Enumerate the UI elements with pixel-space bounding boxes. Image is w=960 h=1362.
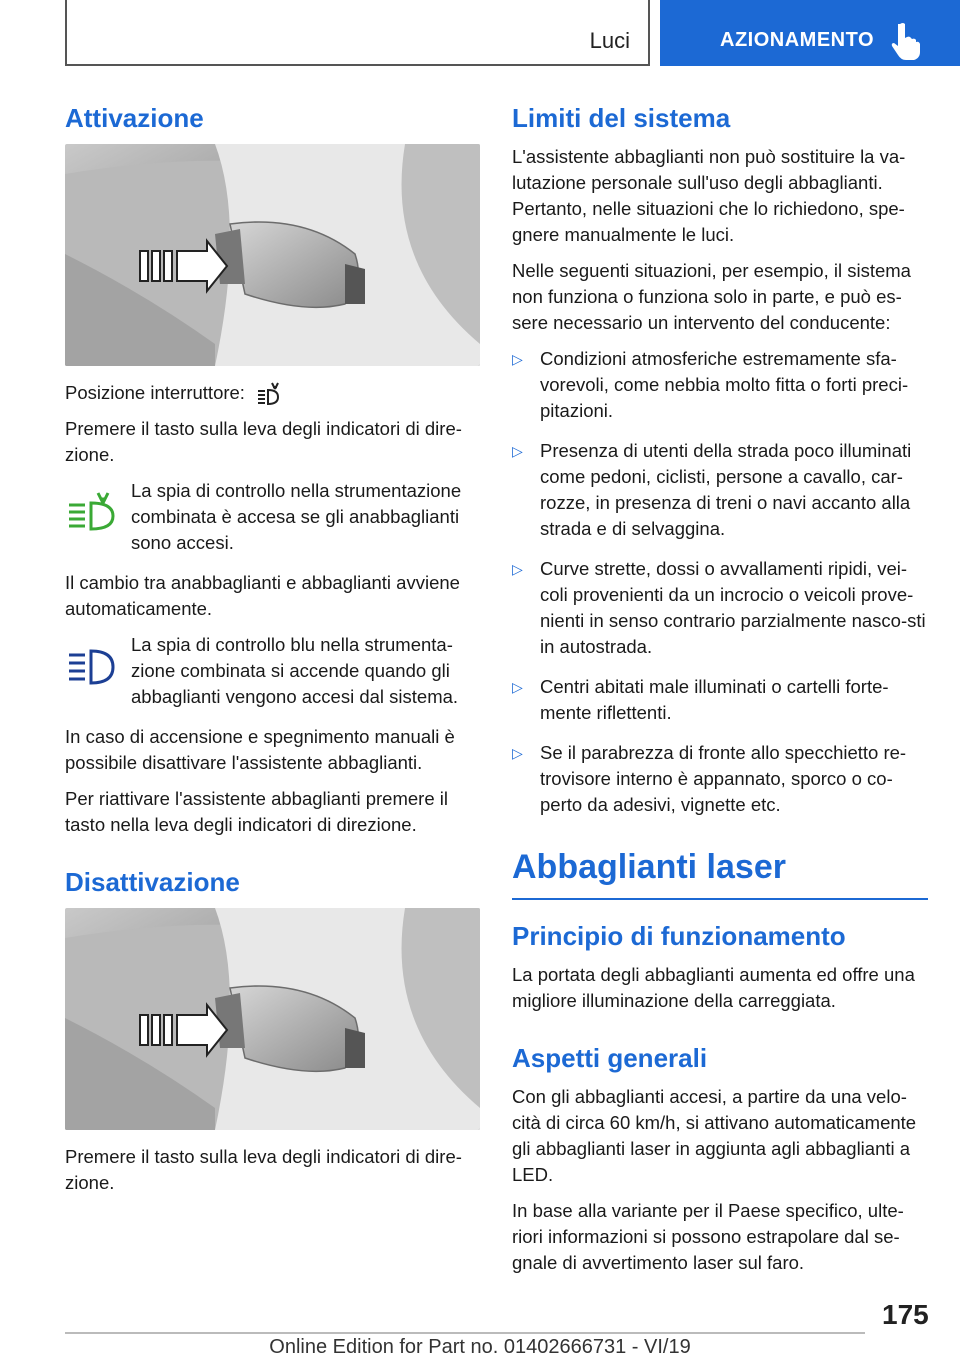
right-column (512, 100, 928, 1286)
chapter-tab (660, 0, 960, 66)
list-item (512, 556, 928, 660)
bullet-marker: ▷ (512, 745, 523, 761)
list-item-text: Presenza di utenti della strada poco illuminati come pedoni, ciclisti, persone a cavallo, car-rozze, in presenza di treni o navi accanto alla strada e di selvaggina. (540, 440, 912, 539)
list-item-text: Curve strette, dossi o avvallamenti ripidi, vei-coli provenienti da un incrocio o veicoli prove-nienti in senso contrario parzialmente nasco-sti in autostrada. (540, 558, 926, 657)
switch-position-text (65, 380, 480, 406)
heading-deactivation: Disattivazione (65, 867, 240, 898)
list-item (512, 740, 928, 818)
heading-activation: Attivazione (65, 103, 204, 133)
turn-signal-lever-photo-2 (65, 908, 480, 1130)
principle-text: La portata degli abbaglianti aumenta ed offre una migliore illuminazione della carreggiata. (512, 964, 915, 1011)
reactivate-text: Per riattivare l'assistente abbaglianti premere il tasto nella leva degli indicatori di direzione. (65, 788, 448, 836)
footer-divider (65, 1332, 865, 1334)
low-beam-indicator-note (65, 478, 480, 556)
hand-pointer-icon (888, 20, 922, 60)
bullet-marker: ▷ (512, 351, 523, 367)
page-header (65, 0, 960, 66)
list-item (512, 438, 928, 542)
header-frame (65, 0, 650, 66)
list-item-text: Condizioni atmosferiche estremamente sfa-vorevoli, come nebbia molto fitta o forti preci-pitazioni. (540, 348, 909, 421)
high-beam-assistant-icon (256, 382, 282, 406)
general-text-2: In base alla variante per il Paese specifico, ulte-riori informazioni si possono estrapolare dal se-gnale di avvertimento laser sul faro. (512, 1200, 904, 1273)
high-beam-indicator-note (65, 632, 480, 710)
heading-laser-high-beam: Abbaglianti laser (512, 844, 928, 900)
list-item-text: Se il parabrezza di fronte allo specchietto re-trovisore interno è appannato, sporco o co-perto da adesivi, vignette etc. (540, 742, 907, 815)
high-beam-indicator-text: La spia di controllo blu nella strumenta-zione combinata si accende quando gli abbaglianti vengono accesi dal sistema. (131, 634, 459, 708)
limits-intro: L'assistente abbaglianti non può sostituire la va-lutazione personale sull'uso degli abbaglianti. Pertanto, nelle situazioni che lo richiedono, spe-gnere manualmente le luci. (512, 146, 906, 245)
high-beam-blue-icon (65, 645, 117, 689)
heading-principle: Principio di funzionamento (512, 921, 846, 951)
manual-override-text: In caso di accensione e spegnimento manuali è possibile disattivare l'assistente abbaglianti. (65, 726, 455, 774)
chapter-tab-label: AZIONAMENTO (720, 29, 875, 51)
edition-footer: Online Edition for Part no. 01402666731 - VI/19 (269, 1336, 691, 1358)
bullet-marker: ▷ (512, 679, 523, 695)
assistant-indicator-green-icon (65, 491, 117, 535)
turn-signal-lever-photo (65, 144, 480, 366)
bullet-marker: ▷ (512, 561, 523, 577)
page-number: 175 (882, 1299, 929, 1330)
limits-situations: Nelle seguenti situazioni, per esempio, il sistema non funziona o funziona solo in parte, e può es-sere necessario un intervento del conducente: (512, 260, 911, 333)
list-item (512, 674, 928, 726)
deactivation-instruction: Premere il tasto sulla leva degli indicatori di dire-zione. (65, 1146, 462, 1194)
activation-instruction: Premere il tasto sulla leva degli indicatori di dire-zione. (65, 418, 462, 466)
switch-position-label: Posizione interruttore: (65, 382, 245, 403)
section-title: Luci (589, 28, 630, 53)
general-text-1: Con gli abbaglianti accesi, a partire da una velo-cità di circa 60 km/h, si attivano automaticamente gli abbaglianti laser in aggiunta agli abbaglianti a LED. (512, 1086, 917, 1185)
list-item (512, 346, 928, 424)
heading-system-limits: Limiti del sistema (512, 103, 731, 133)
automatic-switch-text: Il cambio tra anabbaglianti e abbaglianti avviene automaticamente. (65, 572, 460, 620)
low-beam-indicator-text: La spia di controllo nella strumentazione combinata è accesa se gli anabbaglianti sono accesi. (131, 480, 462, 554)
limits-list (512, 346, 928, 818)
left-column (65, 100, 480, 1206)
heading-general-aspects: Aspetti generali (512, 1043, 708, 1073)
list-item-text: Centri abitati male illuminati o cartelli forte-mente riflettenti. (540, 676, 889, 723)
bullet-marker: ▷ (512, 443, 523, 459)
